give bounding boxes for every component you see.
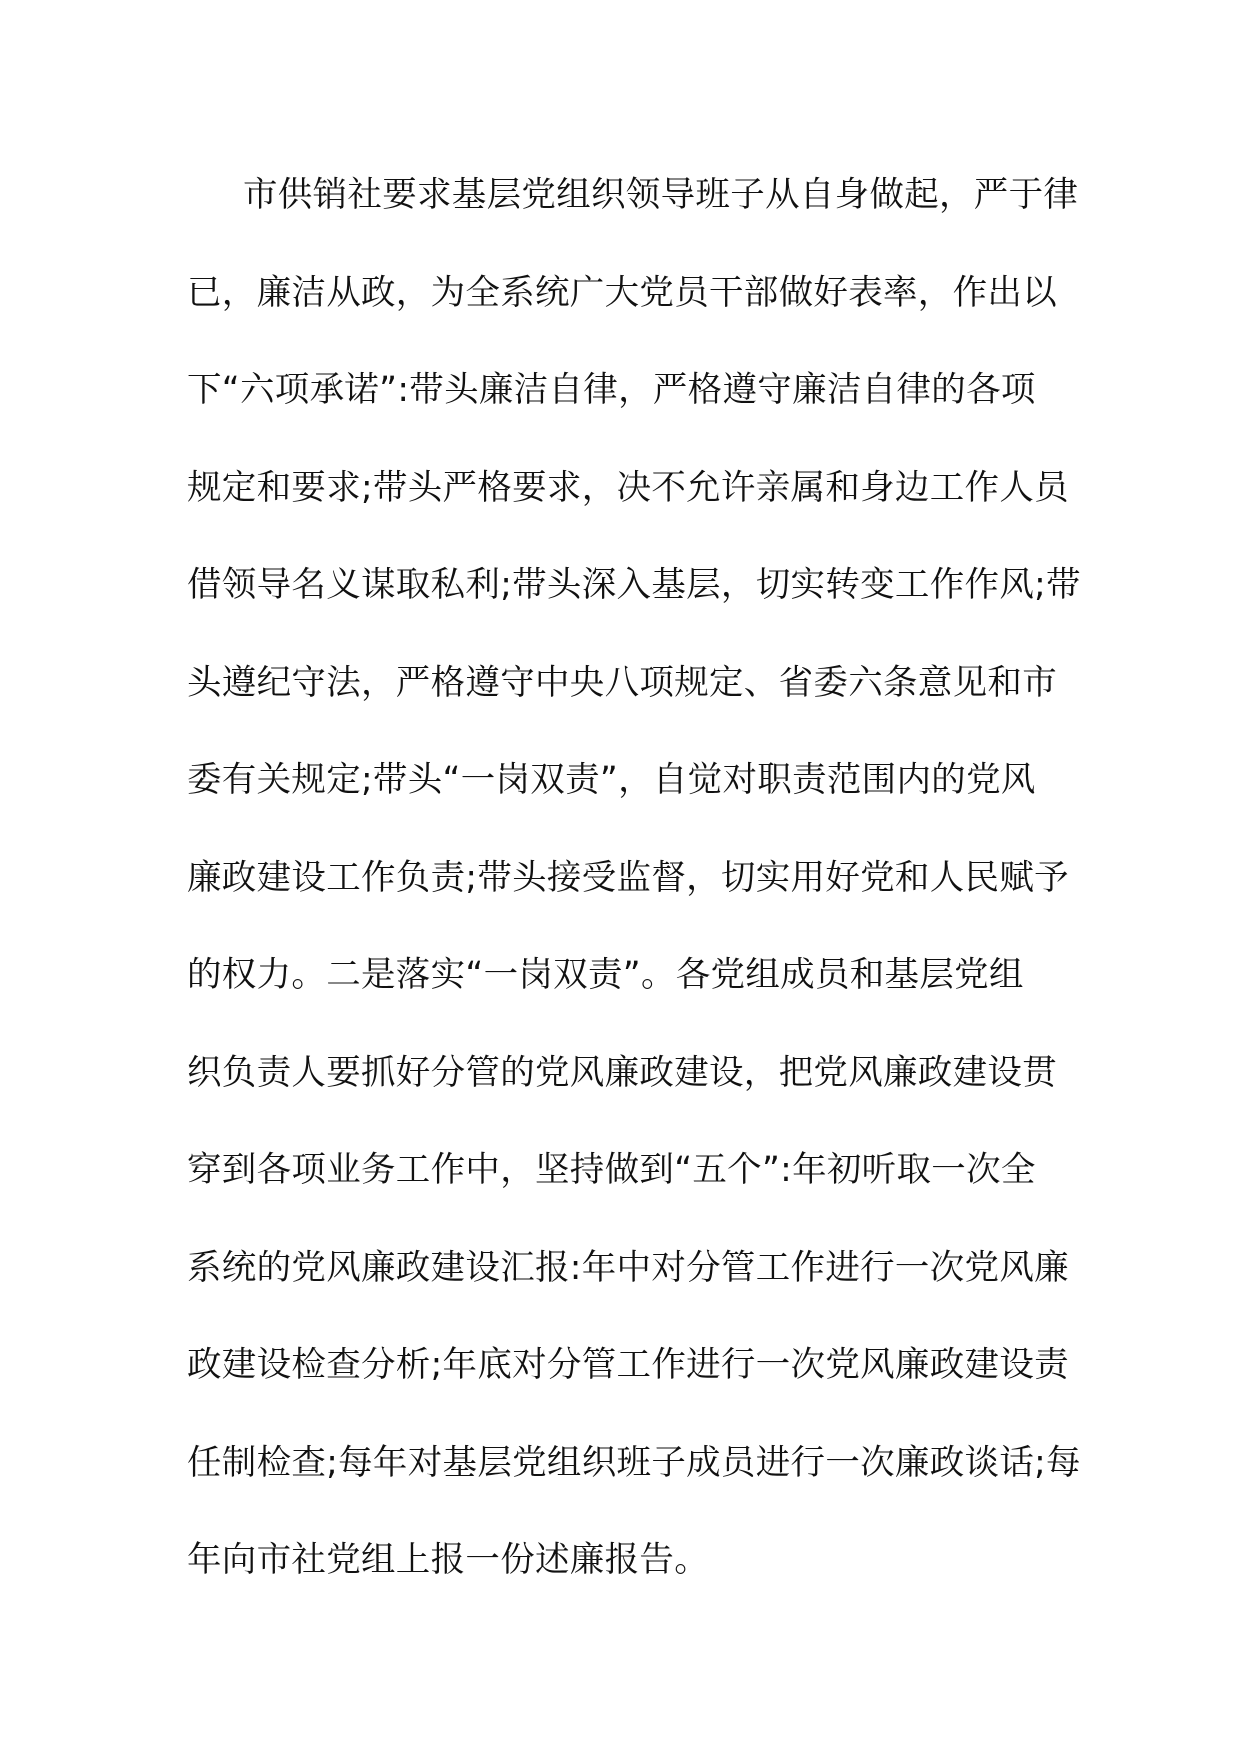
text-line: 织负责人要抓好分管的党风廉政建设，把党风廉政建设贯 <box>187 1052 1057 1093</box>
text-line: 已，廉洁从政，为全系统广大党员干部做好表率，作出以 <box>187 272 1057 313</box>
body-paragraph <box>187 165 1081 1628</box>
text-line: 市供销社要求基层党组织领导班子从自身做起，严于律 <box>243 175 1079 215</box>
text-line: 规定和要求;带头严格要求，决不允许亲属和身边工作人员 <box>187 467 1069 508</box>
text-line: 下“六项承诺”:带头廉洁自律，严格遵守廉洁自律的各项 <box>187 370 1036 410</box>
text-line: 任制检查;每年对基层党组织班子成员进行一次廉政谈话;每 <box>187 1442 1081 1483</box>
text-line: 头遵纪守法，严格遵守中央八项规定、省委六条意见和市 <box>187 662 1057 703</box>
text-line: 政建设检查分析;年底对分管工作进行一次党风廉政建设责 <box>187 1345 1069 1385</box>
text-line: 廉政建设工作负责;带头接受监督，切实用好党和人民赋予 <box>187 857 1069 898</box>
text-line: 系统的党风廉政建设汇报:年中对分管工作进行一次党风廉 <box>187 1247 1069 1288</box>
text-line: 的权力。二是落实“一岗双责”。各党组成员和基层党组 <box>187 955 1024 995</box>
text-line: 年向市社党组上报一份述廉报告。 <box>187 1540 709 1580</box>
text-line: 借领导名义谋取私利;带头深入基层，切实转变工作作风;带 <box>187 565 1081 605</box>
text-line: 穿到各项业务工作中，坚持做到“五个”:年初听取一次全 <box>187 1150 1036 1190</box>
text-line: 委有关规定;带头“一岗双责”，自觉对职责范围内的党风 <box>187 760 1036 800</box>
